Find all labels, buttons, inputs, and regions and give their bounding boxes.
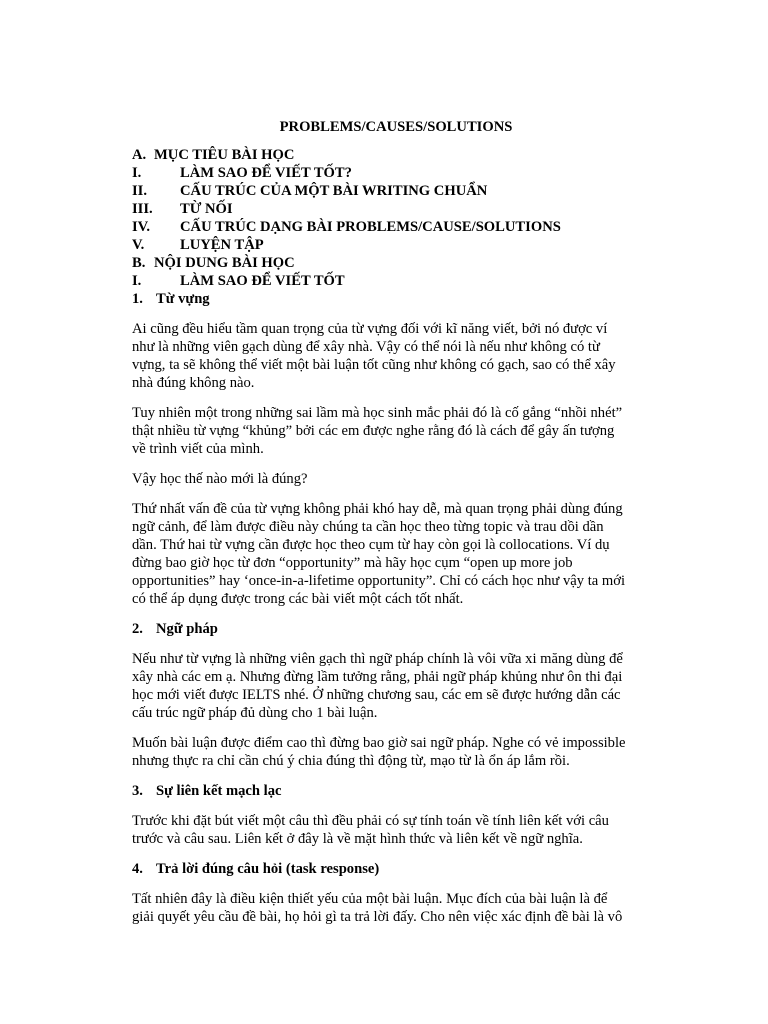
section-heading-grammar	[132, 620, 658, 638]
outline-item-5	[132, 236, 658, 254]
section-title: Sự liên kết mạch lạc	[156, 783, 282, 799]
outline-text: TỪ NỐI	[180, 201, 233, 217]
paragraph: Tất nhiên đây là điều kiện thiết yếu của một bài luận. Mục đích của bài luận là để giải quyết yêu cầu đề bài, họ hỏi gì ta trả lời đấy. Cho nên việc xác định đề bài là vô	[132, 891, 623, 925]
outline-text: CẤU TRÚC CỦA MỘT BÀI WRITING CHUẨN	[180, 183, 488, 199]
outline-number: I.	[132, 273, 142, 289]
section-number: 4.	[132, 861, 143, 877]
outline-text: NỘI DUNG BÀI HỌC	[154, 255, 295, 271]
outline-item-4	[132, 218, 658, 236]
outline-number: B.	[132, 255, 146, 271]
section-number: 1.	[132, 291, 143, 307]
paragraph: Thứ nhất vấn đề của từ vựng không phải khó hay dễ, mà quan trọng phải dùng đúng ngữ cảnh, để làm được điều này chúng ta cần học theo từng topic và trau dồi dần dần. Thứ hai từ vựng cần được học theo cụm từ hay còn gọi là collocations. Ví dụ đừng bao giờ học từ đơn “opportunity” mà hãy học cụm “open up more job opportunities” hay ‘once-in-a-lifetime opportunity”. Chỉ có cách học như vậy ta mới có thể áp dụng được trong các bài viết một cách tốt nhất.	[132, 501, 626, 607]
outline-number: II.	[132, 183, 148, 199]
paragraph: Ai cũng đều hiểu tầm quan trọng của từ vựng đối với kĩ năng viết, bởi nó được ví như là những viên gạch dùng để xây nhà. Vậy có thể nói là nếu như không có từ vựng, ta sẽ không thể viết một bài luận tốt cũng như không có gạch, sao có thể xây nhà đúng không nào.	[132, 321, 616, 391]
outline-text: LÀM SAO ĐỂ VIẾT TỐT?	[180, 165, 352, 181]
outline-number: IV.	[132, 219, 150, 235]
outline-item-3	[132, 200, 658, 218]
outline-item-b1	[132, 272, 658, 290]
document-title: PROBLEMS/CAUSES/SOLUTIONS	[279, 119, 513, 135]
outline-text: LUYỆN TẬP	[180, 237, 264, 253]
section-title: Từ vựng	[156, 291, 210, 307]
outline-number: V.	[132, 237, 145, 253]
paragraph: Vậy học thế nào mới là đúng?	[132, 471, 308, 487]
paragraph: Trước khi đặt bút viết một câu thì đều phải có sự tính toán về tính liên kết với câu trước và câu sau. Liên kết ở đây là về mặt hình thức và liên kết về ngữ nghĩa.	[132, 813, 609, 847]
section-number: 2.	[132, 621, 143, 637]
paragraph: Nếu như từ vựng là những viên gạch thì ngữ pháp chính là vôi vữa xi măng dùng để xây nhà các em ạ. Nhưng đừng lầm tưởng rằng, phải ngữ pháp khủng như ôn thi đại học mới viết được IELTS nhé. Ở những chương sau, các em sẽ được hướng dẫn các cấu trúc ngữ pháp đủ dùng cho 1 bài luận.	[132, 651, 623, 721]
document-page	[132, 118, 658, 926]
section-heading-coherence	[132, 782, 658, 800]
outline-list	[132, 146, 658, 290]
outline-number: A.	[132, 147, 147, 163]
outline-item-b	[132, 254, 658, 272]
outline-text: LÀM SAO ĐỂ VIẾT TỐT	[180, 273, 345, 289]
outline-text: MỤC TIÊU BÀI HỌC	[154, 147, 295, 163]
section-title: Ngữ pháp	[156, 621, 218, 637]
outline-number: III.	[132, 201, 153, 217]
section-number: 3.	[132, 783, 143, 799]
outline-item-1	[132, 164, 658, 182]
outline-text: CẤU TRÚC DẠNG BÀI PROBLEMS/CAUSE/SOLUTIONS	[180, 219, 561, 235]
section-title: Trả lời đúng câu hỏi (task response)	[156, 861, 380, 877]
outline-item-a	[132, 146, 658, 164]
section-heading-vocabulary	[132, 290, 658, 308]
paragraph: Tuy nhiên một trong những sai lầm mà học sinh mắc phải đó là cố gắng “nhồi nhét” thật nhiều từ vựng “khủng” bởi các em được nghe rằng đó là cách để gây ấn tượng về trình viết của mình.	[132, 405, 623, 457]
outline-number: I.	[132, 165, 142, 181]
outline-item-2	[132, 182, 658, 200]
section-heading-task-response	[132, 860, 658, 878]
paragraph: Muốn bài luận được điểm cao thì đừng bao giờ sai ngữ pháp. Nghe có vẻ impossible nhưng thực ra chỉ cần chú ý chia đúng thì động từ, mạo từ là ổn áp lắm rồi.	[132, 735, 626, 769]
